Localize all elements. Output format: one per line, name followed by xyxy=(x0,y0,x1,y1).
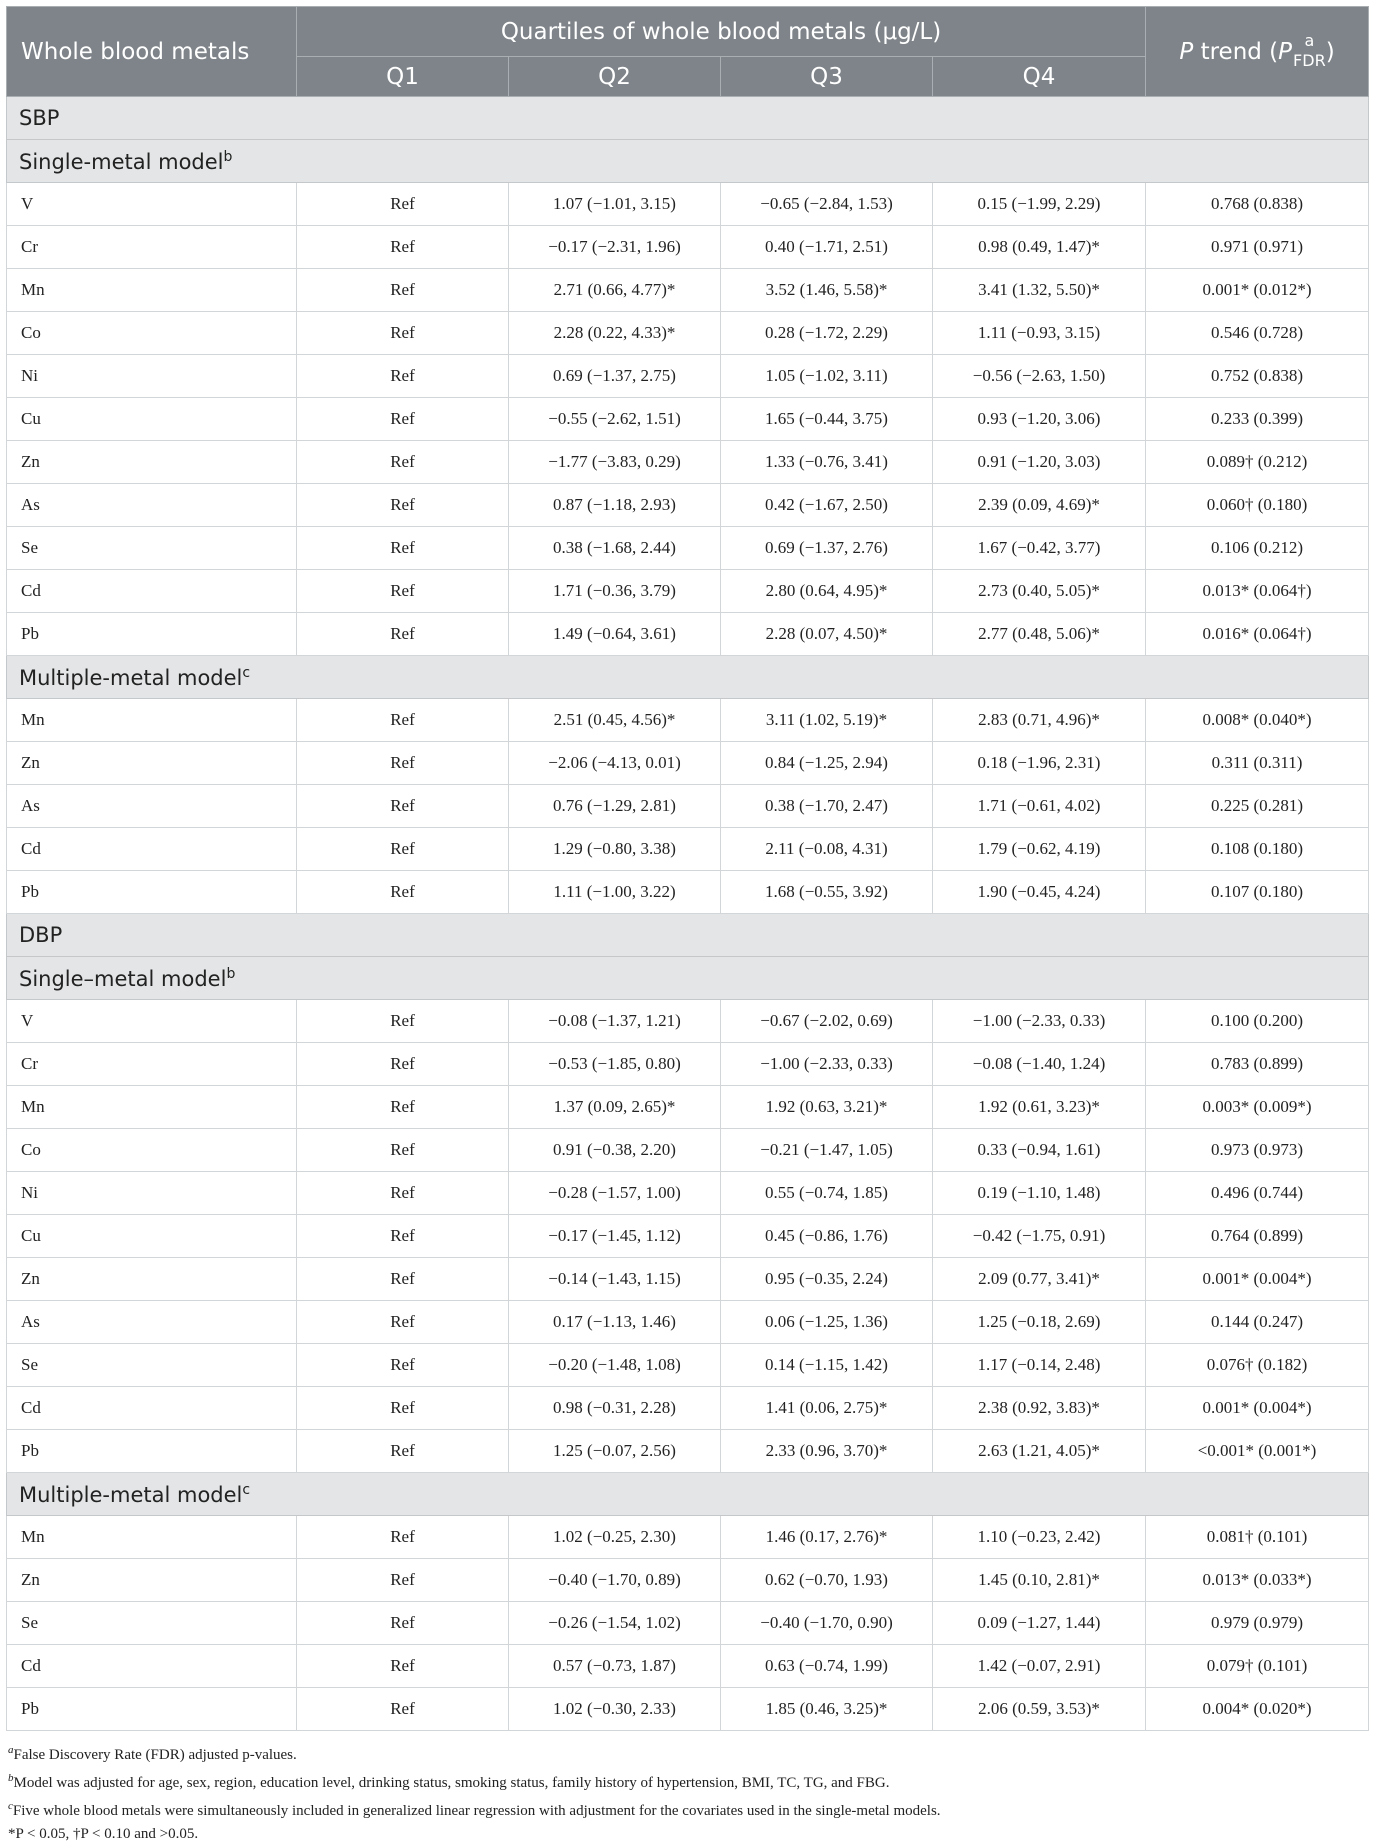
metal-cell: Zn xyxy=(7,742,297,785)
metal-cell: Cd xyxy=(7,570,297,613)
q2-cell: 0.69 (−1.37, 2.75) xyxy=(509,355,721,398)
q2-cell: 1.71 (−0.36, 3.79) xyxy=(509,570,721,613)
q1-ref-cell: Ref xyxy=(297,441,509,484)
q1-ref-cell: Ref xyxy=(297,183,509,226)
metal-cell: Pb xyxy=(7,1430,297,1473)
q4-cell: 0.09 (−1.27, 1.44) xyxy=(933,1602,1146,1645)
q4-cell: 1.67 (−0.42, 3.77) xyxy=(933,527,1146,570)
q1-ref-cell: Ref xyxy=(297,1215,509,1258)
footnote-mark: a xyxy=(8,1744,14,1756)
header-q3: Q3 xyxy=(721,57,933,97)
q1-ref-cell: Ref xyxy=(297,1516,509,1559)
q4-cell: 2.06 (0.59, 3.53)* xyxy=(933,1688,1146,1731)
p-trend-cell: 0.973 (0.973) xyxy=(1146,1129,1369,1172)
table-row xyxy=(7,441,1369,484)
q3-cell: 1.65 (−0.44, 3.75) xyxy=(721,398,933,441)
q3-cell: 0.55 (−0.74, 1.85) xyxy=(721,1172,933,1215)
model-cell xyxy=(7,957,1369,1000)
header-q1: Q1 xyxy=(297,57,509,97)
q4-cell: 2.73 (0.40, 5.05)* xyxy=(933,570,1146,613)
q3-cell: 0.28 (−1.72, 2.29) xyxy=(721,312,933,355)
metal-cell: Pb xyxy=(7,1688,297,1731)
q1-ref-cell: Ref xyxy=(297,742,509,785)
p-trend-cell: 0.144 (0.247) xyxy=(1146,1301,1369,1344)
table-row xyxy=(7,1387,1369,1430)
p-trend-cell: 0.783 (0.899) xyxy=(1146,1043,1369,1086)
p-trend-cell: 0.546 (0.728) xyxy=(1146,312,1369,355)
metal-cell: Se xyxy=(7,1602,297,1645)
table-row xyxy=(7,1688,1369,1731)
q3-cell: −0.40 (−1.70, 0.90) xyxy=(721,1602,933,1645)
p-trend-cell: 0.001* (0.004*) xyxy=(1146,1387,1369,1430)
table-page xyxy=(6,6,1368,1846)
outcome-label: SBP xyxy=(7,97,1369,140)
p-trend-cell: 0.076† (0.182) xyxy=(1146,1344,1369,1387)
q4-cell: 0.98 (0.49, 1.47)* xyxy=(933,226,1146,269)
footnote-mark: b xyxy=(8,1772,14,1784)
q2-cell: −0.53 (−1.85, 0.80) xyxy=(509,1043,721,1086)
p-trend-cell: 0.081† (0.101) xyxy=(1146,1516,1369,1559)
q3-cell: 0.84 (−1.25, 2.94) xyxy=(721,742,933,785)
p-trend-cell: 0.001* (0.004*) xyxy=(1146,1258,1369,1301)
q2-cell: −0.17 (−1.45, 1.12) xyxy=(509,1215,721,1258)
q1-ref-cell: Ref xyxy=(297,1301,509,1344)
table-row xyxy=(7,484,1369,527)
table-row xyxy=(7,312,1369,355)
table-row xyxy=(7,1344,1369,1387)
table-row xyxy=(7,355,1369,398)
footnote-text: *P < 0.05, †P < 0.10 and >0.05. xyxy=(8,1826,199,1842)
q3-cell: 1.33 (−0.76, 3.41) xyxy=(721,441,933,484)
q2-cell: −0.14 (−1.43, 1.15) xyxy=(509,1258,721,1301)
p-trend-cell: 0.003* (0.009*) xyxy=(1146,1086,1369,1129)
q1-ref-cell: Ref xyxy=(297,828,509,871)
p-trend-cell: 0.004* (0.020*) xyxy=(1146,1688,1369,1731)
p-trend-cell: 0.106 (0.212) xyxy=(1146,527,1369,570)
metal-cell: Se xyxy=(7,1344,297,1387)
footnote xyxy=(8,1739,1368,1767)
q4-cell: 1.71 (−0.61, 4.02) xyxy=(933,785,1146,828)
q2-cell: 0.76 (−1.29, 2.81) xyxy=(509,785,721,828)
p-trend-cell: 0.768 (0.838) xyxy=(1146,183,1369,226)
q2-cell: −0.28 (−1.57, 1.00) xyxy=(509,1172,721,1215)
q4-cell: 1.10 (−0.23, 2.42) xyxy=(933,1516,1146,1559)
table-row xyxy=(7,785,1369,828)
metal-cell: Co xyxy=(7,312,297,355)
q2-cell: 1.11 (−1.00, 3.22) xyxy=(509,871,721,914)
results-table xyxy=(6,6,1369,1731)
model-label: Single–metal model xyxy=(19,966,227,991)
q2-cell: −0.26 (−1.54, 1.02) xyxy=(509,1602,721,1645)
header-p-word: trend ( xyxy=(1193,38,1279,65)
footnote-text: Five whole blood metals were simultaneously included in generalized linear regression with adjustment for the covariates used in the single-metal models. xyxy=(12,1803,941,1819)
metal-cell: Ni xyxy=(7,355,297,398)
table-row xyxy=(7,699,1369,742)
p-trend-cell: 0.108 (0.180) xyxy=(1146,828,1369,871)
q4-cell: 2.83 (0.71, 4.96)* xyxy=(933,699,1146,742)
q4-cell: 3.41 (1.32, 5.50)* xyxy=(933,269,1146,312)
q2-cell: 0.38 (−1.68, 2.44) xyxy=(509,527,721,570)
q4-cell: 2.09 (0.77, 3.41)* xyxy=(933,1258,1146,1301)
q3-cell: 0.95 (−0.35, 2.24) xyxy=(721,1258,933,1301)
q2-cell: −0.08 (−1.37, 1.21) xyxy=(509,1000,721,1043)
q2-cell: 1.37 (0.09, 2.65)* xyxy=(509,1086,721,1129)
q1-ref-cell: Ref xyxy=(297,1043,509,1086)
table-row xyxy=(7,1559,1369,1602)
p-trend-cell: 0.013* (0.064†) xyxy=(1146,570,1369,613)
model-footnote-mark: c xyxy=(242,664,251,681)
table-row xyxy=(7,742,1369,785)
model-cell xyxy=(7,1473,1369,1516)
q2-cell: 1.49 (−0.64, 3.61) xyxy=(509,613,721,656)
q1-ref-cell: Ref xyxy=(297,1129,509,1172)
table-header xyxy=(7,7,1369,97)
q2-cell: 0.17 (−1.13, 1.46) xyxy=(509,1301,721,1344)
table-row xyxy=(7,398,1369,441)
q4-cell: 1.92 (0.61, 3.23)* xyxy=(933,1086,1146,1129)
q1-ref-cell: Ref xyxy=(297,355,509,398)
table-row xyxy=(7,1516,1369,1559)
model-row xyxy=(7,957,1369,1000)
q3-cell: 1.41 (0.06, 2.75)* xyxy=(721,1387,933,1430)
metal-cell: V xyxy=(7,183,297,226)
metal-cell: Pb xyxy=(7,613,297,656)
p-trend-cell: 0.979 (0.979) xyxy=(1146,1602,1369,1645)
table-row xyxy=(7,1430,1369,1473)
metal-cell: Cr xyxy=(7,1043,297,1086)
q3-cell: 0.42 (−1.67, 2.50) xyxy=(721,484,933,527)
table-row xyxy=(7,613,1369,656)
table-row xyxy=(7,828,1369,871)
q4-cell: −0.42 (−1.75, 0.91) xyxy=(933,1215,1146,1258)
q2-cell: −1.77 (−3.83, 0.29) xyxy=(509,441,721,484)
p-trend-cell: 0.060† (0.180) xyxy=(1146,484,1369,527)
q4-cell: 1.45 (0.10, 2.81)* xyxy=(933,1559,1146,1602)
q4-cell: 2.63 (1.21, 4.05)* xyxy=(933,1430,1146,1473)
header-metals: Whole blood metals xyxy=(7,7,297,97)
table-row xyxy=(7,1000,1369,1043)
p-trend-cell: 0.008* (0.040*) xyxy=(1146,699,1369,742)
q1-ref-cell: Ref xyxy=(297,1688,509,1731)
p-trend-cell: 0.311 (0.311) xyxy=(1146,742,1369,785)
footnote-text: Model was adjusted for age, sex, region, education level, drinking status, smoking status, family history of hypertension, BMI, TC, TG, and FBG. xyxy=(13,1775,890,1791)
p-trend-cell: 0.496 (0.744) xyxy=(1146,1172,1369,1215)
p-trend-cell: 0.107 (0.180) xyxy=(1146,871,1369,914)
q2-cell: −0.17 (−2.31, 1.96) xyxy=(509,226,721,269)
p-trend-cell: 0.764 (0.899) xyxy=(1146,1215,1369,1258)
q4-cell: 1.90 (−0.45, 4.24) xyxy=(933,871,1146,914)
q3-cell: 1.05 (−1.02, 3.11) xyxy=(721,355,933,398)
q4-cell: 0.91 (−1.20, 3.03) xyxy=(933,441,1146,484)
metal-cell: Mn xyxy=(7,1516,297,1559)
table-row xyxy=(7,1258,1369,1301)
header-p-trend xyxy=(1146,7,1369,97)
footnote xyxy=(8,1823,1368,1846)
q3-cell: 1.46 (0.17, 2.76)* xyxy=(721,1516,933,1559)
table-row xyxy=(7,226,1369,269)
q2-cell: 2.71 (0.66, 4.77)* xyxy=(509,269,721,312)
p-trend-cell: 0.971 (0.971) xyxy=(1146,226,1369,269)
q4-cell: 2.39 (0.09, 4.69)* xyxy=(933,484,1146,527)
q3-cell: 0.45 (−0.86, 1.76) xyxy=(721,1215,933,1258)
q1-ref-cell: Ref xyxy=(297,1387,509,1430)
q4-cell: 1.42 (−0.07, 2.91) xyxy=(933,1645,1146,1688)
q2-cell: −2.06 (−4.13, 0.01) xyxy=(509,742,721,785)
model-label: Single-metal model xyxy=(19,149,224,174)
q4-cell: −0.08 (−1.40, 1.24) xyxy=(933,1043,1146,1086)
metal-cell: Zn xyxy=(7,1559,297,1602)
table-row xyxy=(7,570,1369,613)
q4-cell: 0.93 (−1.20, 3.06) xyxy=(933,398,1146,441)
metal-cell: Pb xyxy=(7,871,297,914)
q2-cell: 0.98 (−0.31, 2.28) xyxy=(509,1387,721,1430)
q1-ref-cell: Ref xyxy=(297,1602,509,1645)
metal-cell: V xyxy=(7,1000,297,1043)
metal-cell: Cd xyxy=(7,1387,297,1430)
q1-ref-cell: Ref xyxy=(297,1559,509,1602)
metal-cell: Mn xyxy=(7,699,297,742)
header-p-symbol: P xyxy=(1278,38,1293,65)
q3-cell: 0.14 (−1.15, 1.42) xyxy=(721,1344,933,1387)
p-trend-cell: 0.001* (0.012*) xyxy=(1146,269,1369,312)
q1-ref-cell: Ref xyxy=(297,1258,509,1301)
q4-cell: 0.33 (−0.94, 1.61) xyxy=(933,1129,1146,1172)
metal-cell: As xyxy=(7,1301,297,1344)
table-row xyxy=(7,1602,1369,1645)
table-body xyxy=(7,97,1369,1731)
footnote xyxy=(8,1767,1368,1795)
table-row xyxy=(7,1043,1369,1086)
model-label: Multiple-metal model xyxy=(19,1482,243,1507)
q1-ref-cell: Ref xyxy=(297,1172,509,1215)
header-p-sub: FDR xyxy=(1293,51,1326,70)
model-cell xyxy=(7,140,1369,183)
q3-cell: 0.40 (−1.71, 2.51) xyxy=(721,226,933,269)
model-cell xyxy=(7,656,1369,699)
table-row xyxy=(7,871,1369,914)
table-row xyxy=(7,1172,1369,1215)
metal-cell: Mn xyxy=(7,1086,297,1129)
outcome-label: DBP xyxy=(7,914,1369,957)
model-row xyxy=(7,1473,1369,1516)
metal-cell: Co xyxy=(7,1129,297,1172)
q4-cell: 1.79 (−0.62, 4.19) xyxy=(933,828,1146,871)
q1-ref-cell: Ref xyxy=(297,1344,509,1387)
header-quartiles-group: Quartiles of whole blood metals (μg/L) xyxy=(297,7,1146,57)
q3-cell: −1.00 (−2.33, 0.33) xyxy=(721,1043,933,1086)
p-trend-cell: 0.016* (0.064†) xyxy=(1146,613,1369,656)
q2-cell: 0.87 (−1.18, 2.93) xyxy=(509,484,721,527)
q4-cell: 1.25 (−0.18, 2.69) xyxy=(933,1301,1146,1344)
q1-ref-cell: Ref xyxy=(297,398,509,441)
model-footnote-mark: b xyxy=(223,148,233,165)
table-row xyxy=(7,1301,1369,1344)
p-trend-cell: 0.233 (0.399) xyxy=(1146,398,1369,441)
footnote-mark: c xyxy=(8,1800,13,1812)
q2-cell: 2.51 (0.45, 4.56)* xyxy=(509,699,721,742)
q2-cell: 1.02 (−0.25, 2.30) xyxy=(509,1516,721,1559)
table-row xyxy=(7,183,1369,226)
q2-cell: 0.91 (−0.38, 2.20) xyxy=(509,1129,721,1172)
q1-ref-cell: Ref xyxy=(297,785,509,828)
p-trend-cell: 0.752 (0.838) xyxy=(1146,355,1369,398)
metal-cell: Se xyxy=(7,527,297,570)
table-row xyxy=(7,527,1369,570)
model-row xyxy=(7,140,1369,183)
q3-cell: 2.33 (0.96, 3.70)* xyxy=(721,1430,933,1473)
p-trend-cell: 0.079† (0.101) xyxy=(1146,1645,1369,1688)
q2-cell: 1.02 (−0.30, 2.33) xyxy=(509,1688,721,1731)
q4-cell: 2.77 (0.48, 5.06)* xyxy=(933,613,1146,656)
q1-ref-cell: Ref xyxy=(297,1086,509,1129)
model-footnote-mark: c xyxy=(242,1481,251,1498)
q3-cell: 3.52 (1.46, 5.58)* xyxy=(721,269,933,312)
metal-cell: Cd xyxy=(7,1645,297,1688)
q1-ref-cell: Ref xyxy=(297,226,509,269)
table-row xyxy=(7,269,1369,312)
q3-cell: 2.28 (0.07, 4.50)* xyxy=(721,613,933,656)
q3-cell: 2.80 (0.64, 4.95)* xyxy=(721,570,933,613)
q1-ref-cell: Ref xyxy=(297,699,509,742)
metal-cell: As xyxy=(7,785,297,828)
header-p-supsub xyxy=(1293,31,1326,70)
p-trend-cell: 0.100 (0.200) xyxy=(1146,1000,1369,1043)
metal-cell: Ni xyxy=(7,1172,297,1215)
model-label: Multiple-metal model xyxy=(19,665,243,690)
q2-cell: 2.28 (0.22, 4.33)* xyxy=(509,312,721,355)
metal-cell: Mn xyxy=(7,269,297,312)
p-trend-cell: 0.089† (0.212) xyxy=(1146,441,1369,484)
p-trend-cell: 0.225 (0.281) xyxy=(1146,785,1369,828)
metal-cell: Zn xyxy=(7,1258,297,1301)
table-row xyxy=(7,1086,1369,1129)
q3-cell: 0.06 (−1.25, 1.36) xyxy=(721,1301,933,1344)
q3-cell: 0.62 (−0.70, 1.93) xyxy=(721,1559,933,1602)
footnote-text: False Discovery Rate (FDR) adjusted p-values. xyxy=(13,1747,297,1763)
q4-cell: −1.00 (−2.33, 0.33) xyxy=(933,1000,1146,1043)
q4-cell: 0.18 (−1.96, 2.31) xyxy=(933,742,1146,785)
header-p-sup: a xyxy=(1304,31,1315,50)
q3-cell: −0.21 (−1.47, 1.05) xyxy=(721,1129,933,1172)
metal-cell: As xyxy=(7,484,297,527)
table-row xyxy=(7,1215,1369,1258)
q3-cell: 1.85 (0.46, 3.25)* xyxy=(721,1688,933,1731)
header-q4: Q4 xyxy=(933,57,1146,97)
q3-cell: 1.68 (−0.55, 3.92) xyxy=(721,871,933,914)
q1-ref-cell: Ref xyxy=(297,1430,509,1473)
metal-cell: Cu xyxy=(7,398,297,441)
metal-cell: Cu xyxy=(7,1215,297,1258)
q2-cell: −0.40 (−1.70, 0.89) xyxy=(509,1559,721,1602)
q3-cell: 0.38 (−1.70, 2.47) xyxy=(721,785,933,828)
q2-cell: 1.29 (−0.80, 3.38) xyxy=(509,828,721,871)
metal-cell: Cd xyxy=(7,828,297,871)
q4-cell: −0.56 (−2.63, 1.50) xyxy=(933,355,1146,398)
header-p-letter: P xyxy=(1179,38,1194,65)
footnote xyxy=(8,1795,1368,1823)
table-row xyxy=(7,1129,1369,1172)
model-row xyxy=(7,656,1369,699)
q3-cell: 2.11 (−0.08, 4.31) xyxy=(721,828,933,871)
q4-cell: 0.19 (−1.10, 1.48) xyxy=(933,1172,1146,1215)
metal-cell: Cr xyxy=(7,226,297,269)
q2-cell: 0.57 (−0.73, 1.87) xyxy=(509,1645,721,1688)
q1-ref-cell: Ref xyxy=(297,613,509,656)
q3-cell: 3.11 (1.02, 5.19)* xyxy=(721,699,933,742)
p-trend-cell: 0.013* (0.033*) xyxy=(1146,1559,1369,1602)
q2-cell: 1.25 (−0.07, 2.56) xyxy=(509,1430,721,1473)
q4-cell: 1.17 (−0.14, 2.48) xyxy=(933,1344,1146,1387)
q1-ref-cell: Ref xyxy=(297,269,509,312)
q1-ref-cell: Ref xyxy=(297,484,509,527)
q2-cell: −0.20 (−1.48, 1.08) xyxy=(509,1344,721,1387)
model-footnote-mark: b xyxy=(226,965,236,982)
q3-cell: −0.67 (−2.02, 0.69) xyxy=(721,1000,933,1043)
q3-cell: 0.69 (−1.37, 2.76) xyxy=(721,527,933,570)
metal-cell: Zn xyxy=(7,441,297,484)
q1-ref-cell: Ref xyxy=(297,1645,509,1688)
q4-cell: 2.38 (0.92, 3.83)* xyxy=(933,1387,1146,1430)
q4-cell: 0.15 (−1.99, 2.29) xyxy=(933,183,1146,226)
q2-cell: −0.55 (−2.62, 1.51) xyxy=(509,398,721,441)
q3-cell: 0.63 (−0.74, 1.99) xyxy=(721,1645,933,1688)
q1-ref-cell: Ref xyxy=(297,527,509,570)
header-q2: Q2 xyxy=(509,57,721,97)
outcome-row xyxy=(7,97,1369,140)
q3-cell: 1.92 (0.63, 3.21)* xyxy=(721,1086,933,1129)
q1-ref-cell: Ref xyxy=(297,1000,509,1043)
q3-cell: −0.65 (−2.84, 1.53) xyxy=(721,183,933,226)
q1-ref-cell: Ref xyxy=(297,312,509,355)
header-p-close: ) xyxy=(1325,38,1335,65)
q1-ref-cell: Ref xyxy=(297,871,509,914)
footnotes xyxy=(6,1739,1368,1846)
outcome-row xyxy=(7,914,1369,957)
q2-cell: 1.07 (−1.01, 3.15) xyxy=(509,183,721,226)
p-trend-cell: <0.001* (0.001*) xyxy=(1146,1430,1369,1473)
q4-cell: 1.11 (−0.93, 3.15) xyxy=(933,312,1146,355)
q1-ref-cell: Ref xyxy=(297,570,509,613)
table-row xyxy=(7,1645,1369,1688)
